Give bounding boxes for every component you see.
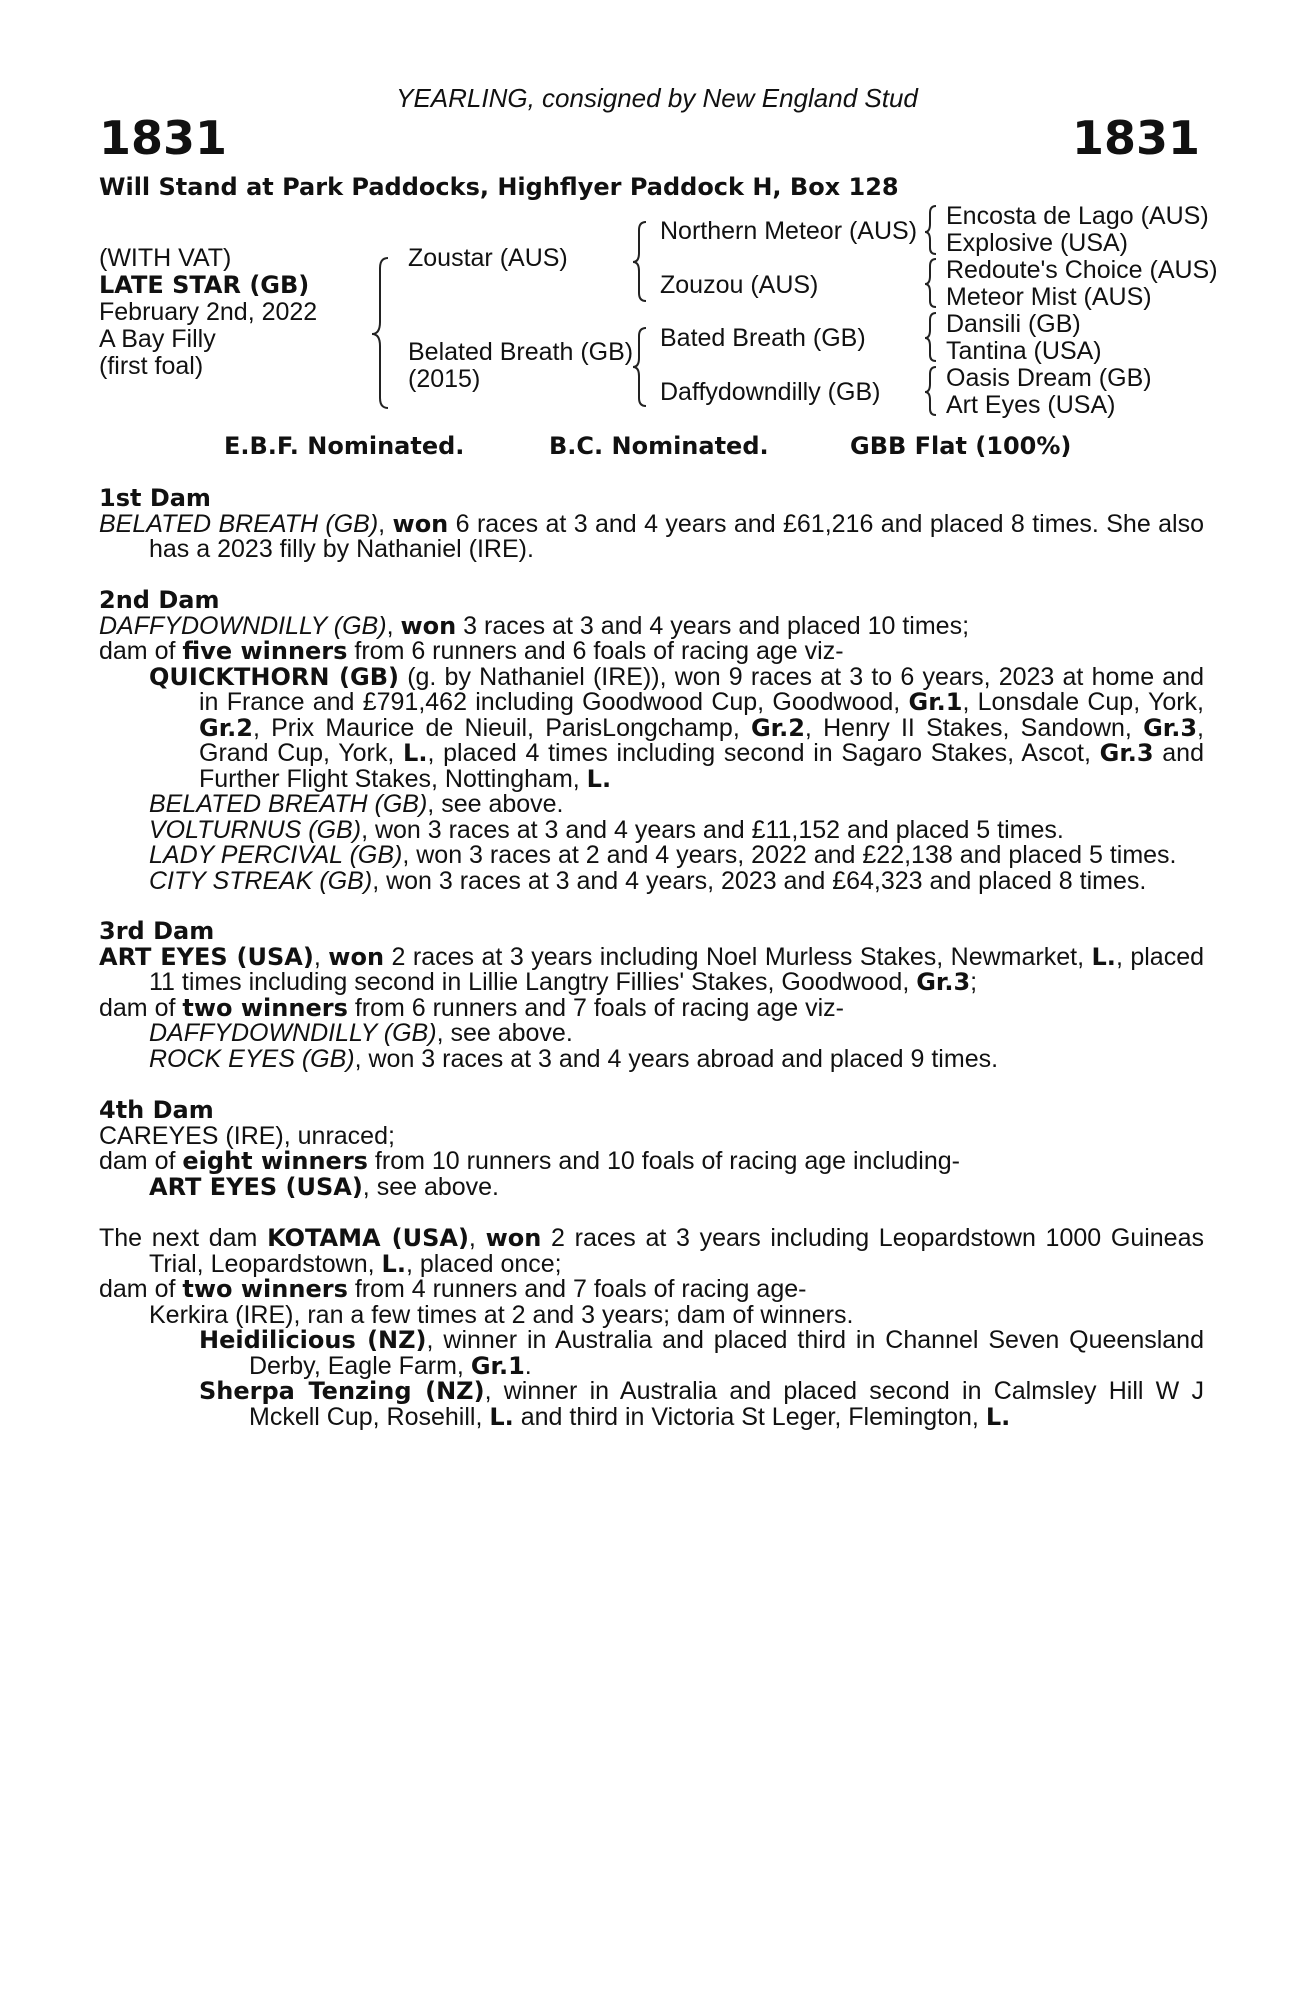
quickthorn-text: , Prix Maurice de Nieuil, ParisLongchamp,: [252, 713, 740, 742]
first-dam-text: BELATED BREATH (GB), won 6 races at 3 and 4 years and £61,216 and placed 8 times. She also has a 2023 filly by Nathaniel (IRE).: [99, 509, 1204, 563]
third-dam-produce-summary: [99, 993, 1204, 1022]
lot-number-left: 1831: [99, 111, 228, 165]
listed-badge: L.: [985, 1402, 1011, 1431]
winners-count: five winners: [182, 637, 348, 665]
group-badge: Gr.3: [1143, 713, 1198, 742]
produce-entry: [99, 1172, 1204, 1201]
winners-count: two winners: [182, 1275, 348, 1303]
produce-entry: [99, 1044, 1204, 1073]
gbb-nomination: GBB Flat (100%): [850, 432, 1072, 460]
produce-text: , won 3 races at 3 and 4 years abroad and placed 9 times.: [354, 1044, 999, 1073]
produce-text: , see above.: [362, 1172, 500, 1201]
won-label: won: [392, 509, 449, 538]
produce-text: , won 3 races at 3 and 4 years and £11,152 and placed 5 times.: [361, 815, 1064, 844]
produce-name: Sherpa Tenzing (NZ): [199, 1377, 485, 1405]
dam-of-label: dam of: [99, 1147, 176, 1175]
produce-name: DAFFYDOWNDILLY (GB): [149, 1019, 437, 1047]
next-dam-produce-summary: [99, 1277, 1204, 1303]
pedigree-dam-year: (2015): [408, 365, 481, 393]
listed-badge: L.: [403, 739, 428, 767]
quickthorn-entry: [99, 662, 1205, 793]
quickthorn-text: (g. by Nathaniel (IRE)), won 9 races at 3 to 6 years, 2023 at home and in France and £791,462 including Goodwood Cup, Goodwood,: [199, 662, 1204, 716]
fourth-dam-heading: 4th Dam: [99, 1096, 214, 1124]
dam-of-label: dam of: [99, 993, 176, 1022]
second-dam-record-text: 3 races at 3 and 4 years and placed 10 times;: [463, 611, 970, 640]
bc-nomination: B.C. Nominated.: [549, 432, 769, 460]
pedigree-g5: Dansili (GB): [946, 310, 1081, 338]
produce-name: LADY PERCIVAL (GB): [149, 841, 403, 869]
winners-count: eight winners: [182, 1147, 368, 1175]
next-dam-name: KOTAMA (USA): [267, 1224, 469, 1252]
produce-text: , won 3 races at 3 and 4 years, 2023 and £64,323 and placed 8 times.: [372, 866, 1147, 895]
pedigree-g8: Art Eyes (USA): [946, 391, 1116, 419]
brace-gen3-1: [925, 206, 936, 254]
produce-summary-text: from 6 runners and 7 foals of racing age viz-: [354, 993, 844, 1022]
first-dam-heading: 1st Dam: [99, 484, 211, 512]
dam-of-label: dam of: [99, 637, 176, 665]
pedigree-g6: Tantina (USA): [946, 337, 1102, 365]
third-dam-text: , placed 11 times including second in Lillie Langtry Fillies' Stakes, Goodwood,: [149, 942, 1205, 996]
brace-gen3-2: [925, 259, 936, 307]
pedigree-dam: Belated Breath (GB): [408, 338, 634, 366]
listed-badge: L.: [586, 764, 612, 793]
quickthorn-text: , Henry II Stakes, Sandown,: [804, 713, 1132, 742]
pedigree-g7: Oasis Dream (GB): [946, 364, 1152, 392]
group-badge: Gr.2: [199, 713, 253, 742]
quickthorn-name: QUICKTHORN (GB): [149, 662, 399, 691]
pedigree-dam-dam: Daffydowndilly (GB): [660, 378, 881, 406]
sherpa-tenzing-entry: [99, 1379, 1204, 1430]
produce-entry: [99, 1021, 1204, 1047]
kerkira-entry: Kerkira (IRE), ran a few times at 2 and 3 years; dam of winners.: [149, 1300, 854, 1329]
third-dam-section: [99, 919, 1204, 1072]
brace-gen2-sire: [633, 222, 646, 301]
second-dam-heading: 2nd Dam: [99, 586, 220, 614]
pedigree-sire-dam: Zouzou (AUS): [660, 271, 819, 299]
won-label: won: [400, 611, 457, 640]
next-dam-intro: The next dam: [99, 1224, 258, 1252]
produce-summary-text: from 4 runners and 7 foals of racing age-: [354, 1275, 807, 1303]
group-badge: Gr.1: [470, 1351, 525, 1380]
produce-name: VOLTURNUS (GB): [149, 815, 362, 844]
listed-badge: L.: [489, 1402, 514, 1431]
foal-note: (first foal): [99, 351, 204, 380]
second-dam-name: DAFFYDOWNDILLY (GB): [99, 611, 387, 640]
group-badge: Gr.3: [916, 968, 971, 996]
brace-gen2-dam: [633, 328, 646, 406]
quickthorn-text: , Grand Cup, York,: [199, 713, 1204, 767]
pedigree-g2: Explosive (USA): [946, 229, 1128, 257]
produce-entry: [99, 843, 1204, 869]
produce-text: , winner in Australia and placed second in Calmsley Hill W J Mckell Cup, Rosehill,: [249, 1377, 1204, 1431]
group-badge: Gr.3: [1099, 739, 1154, 767]
produce-summary-text: from 10 runners and 10 foals of racing age including-: [374, 1147, 960, 1175]
produce-entry: [99, 815, 1204, 844]
won-label: won: [328, 942, 385, 971]
third-dam-text: 2 races at 3 years including Noel Murless Stakes, Newmarket,: [391, 942, 1085, 971]
winners-count: two winners: [182, 993, 348, 1022]
dam-of-label: dam of: [99, 1275, 176, 1303]
next-dam-text: , placed once;: [405, 1249, 562, 1278]
stand-location: Will Stand at Park Paddocks, Highflyer Paddock H, Box 128: [99, 173, 899, 201]
second-dam-record: DAFFYDOWNDILLY (GB), won 3 races at 3 and 4 years and placed 10 times;: [99, 611, 970, 640]
fourth-dam-produce-summary: [99, 1149, 1204, 1175]
fourth-dam-section: [99, 1098, 1204, 1200]
quickthorn-text: , Lonsdale Cup, York,: [962, 688, 1205, 716]
fourth-dam-record: CAREYES (IRE), unraced;: [99, 1121, 395, 1150]
third-dam-name: ART EYES (USA): [99, 942, 314, 971]
produce-text: and third in Victoria St Leger, Flemington,: [520, 1402, 979, 1431]
third-dam-heading: 3rd Dam: [99, 917, 215, 945]
quickthorn-text: and Further Flight Stakes, Nottingham,: [199, 739, 1204, 793]
second-dam-section: [99, 588, 1204, 894]
quickthorn-text: , placed 4 times including second in Sagaro Stakes, Ascot,: [427, 739, 1091, 767]
listed-badge: L.: [381, 1249, 406, 1278]
group-badge: Gr.1: [908, 688, 963, 716]
listed-badge: L.: [1091, 942, 1116, 971]
won-label: won: [485, 1224, 542, 1252]
pedigree-g1: Encosta de Lago (AUS): [946, 202, 1209, 230]
produce-name: CITY STREAK (GB): [149, 866, 373, 895]
produce-text: , winner in Australia and placed third in Channel Seven Queensland Derby, Eagle Farm,: [249, 1326, 1204, 1380]
first-dam-record: 6 races at 3 and 4 years and £61,216 and placed 8 times. She also has a 2023 filly by Nathaniel (IRE).: [149, 509, 1204, 563]
consignment-line: YEARLING, consigned by New England Stud: [396, 83, 918, 113]
horse-dob: February 2nd, 2022: [99, 297, 318, 326]
pedigree-sire-sire: Northern Meteor (AUS): [660, 217, 918, 245]
lot-number-right: 1831: [1071, 111, 1200, 165]
produce-name: ROCK EYES (GB): [149, 1044, 355, 1073]
brace-gen3-3: [925, 313, 936, 361]
third-dam-text: ;: [970, 968, 978, 996]
pedigree-sire: Zoustar (AUS): [408, 244, 568, 272]
next-dam-section: [99, 1226, 1204, 1430]
pedigree-dam-sire: Bated Breath (GB): [660, 324, 866, 352]
vat-note: (WITH VAT): [99, 244, 232, 272]
second-dam-produce-summary: [99, 639, 1204, 665]
produce-text: .: [524, 1351, 532, 1380]
first-dam-name: BELATED BREATH (GB): [99, 509, 379, 538]
produce-text: , see above.: [436, 1019, 573, 1047]
brace-gen1: [372, 258, 388, 408]
group-badge: Gr.2: [750, 713, 805, 742]
next-dam-text: 2 races at 3 years including Leopardstown 1000 Guineas Trial, Leopardstown,: [149, 1224, 1204, 1278]
brace-gen3-4: [925, 367, 936, 415]
produce-text: , won 3 races at 2 and 4 years, 2022 and £22,138 and placed 5 times.: [402, 841, 1177, 869]
horse-description: A Bay Filly: [99, 324, 216, 353]
produce-name: BELATED BREATH (GB): [149, 790, 428, 818]
ebf-nomination: E.B.F. Nominated.: [224, 432, 465, 460]
first-dam-section: [99, 486, 1204, 563]
heidilicious-entry: [99, 1328, 1204, 1379]
pedigree-g3: Redoute's Choice (AUS): [946, 256, 1218, 284]
produce-summary-text: from 6 runners and 6 foals of racing age viz-: [354, 637, 844, 665]
pedigree-g4: Meteor Mist (AUS): [946, 283, 1152, 311]
produce-text: , see above.: [427, 790, 564, 818]
produce-entry: [99, 866, 1204, 895]
horse-name: LATE STAR (GB): [99, 270, 310, 299]
produce-entry: [99, 792, 1204, 818]
produce-name: Heidilicious (NZ): [199, 1326, 427, 1354]
produce-name: ART EYES (USA): [149, 1172, 363, 1201]
third-dam-record: ART EYES (USA), won 2 races at 3 years including Noel Murless Stakes, Newmarket, L., placed 11 times including second in Lillie Langtry Fillies' Stakes, Goodwood, Gr.3;: [99, 942, 1205, 996]
next-dam-record: The next dam KOTAMA (USA), won 2 races at 3 years including Leopardstown 1000 Guineas Trial, Leopardstown, L., placed once;: [99, 1224, 1204, 1278]
